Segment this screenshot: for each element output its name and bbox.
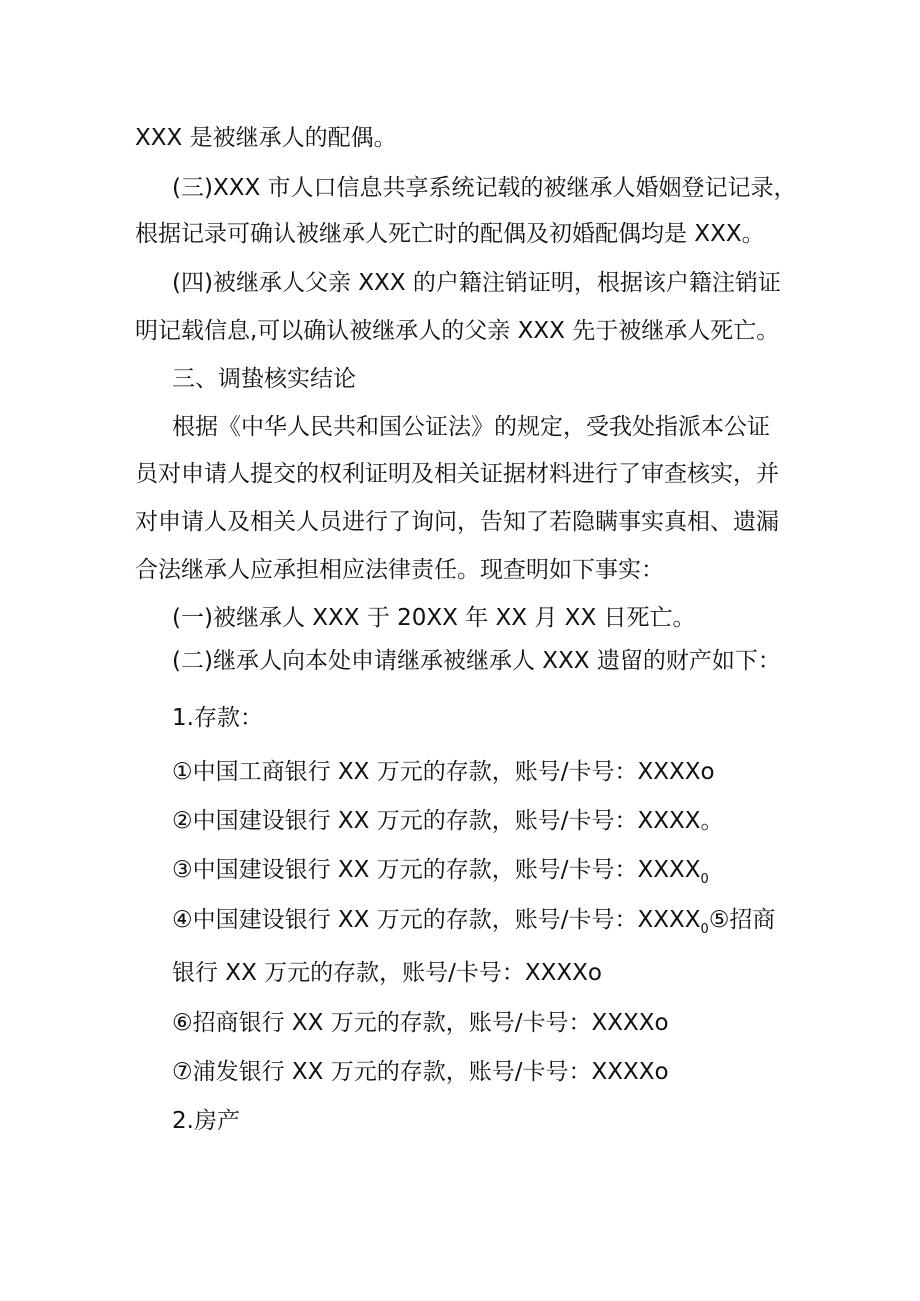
deposit-text: ③中国建设银行 XX 万元的存款，账号/卡号：XXXX (172, 857, 701, 883)
fact-item: (二)继承人向本处申请继承被继承人 XXX 遗留的财产如下： (172, 648, 781, 674)
deposit-item: ①中国工商银行 XX 万元的存款，账号/卡号：XXXXo (172, 759, 715, 785)
subsection-heading: 2.房产 (172, 1108, 240, 1134)
paragraph-line: 对申请人及相关人员进行了询问，告知了若隐瞒事实真相、遗漏 (135, 509, 779, 535)
deposit-item (172, 905, 775, 945)
deposit-item (172, 855, 709, 895)
deposit-item: 银行 XX 万元的存款，账号/卡号：XXXXo (172, 960, 602, 986)
deposit-item: ⑥招商银行 XX 万元的存款，账号/卡号：XXXXo (172, 1010, 669, 1036)
deposit-subscript: 0 (700, 872, 709, 887)
paragraph-line: (四)被继承人父亲 XXX 的户籍注销证明，根据该户籍注销证 (172, 270, 781, 296)
paragraph-line: 明记载信息,可以确认被继承人的父亲 XXX 先于被继承人死亡。 (135, 318, 780, 344)
deposit-item: ⑦浦发银行 XX 万元的存款，账号/卡号：XXXXo (172, 1059, 669, 1085)
section-heading: 三、调蛰核实结论 (172, 366, 356, 392)
paragraph-line: (三)XXX 市人口信息共享系统记载的被继承人婚姻登记记录， (172, 175, 797, 201)
paragraph-line: 根据记录可确认被继承人死亡时的配偶及初婚配偶均是 XXX。 (135, 221, 765, 247)
paragraph-line: 员对申请人提交的权利证明及相关证据材料进行了审查核实，并 (135, 461, 779, 487)
deposit-text: ④中国建设银行 XX 万元的存款，账号/卡号：XXXX (172, 907, 701, 933)
fact-item: (一)被继承人 XXX 于 20XX 年 XX 月 XX 日死亡。 (172, 605, 696, 631)
paragraph-line: 根据《中华人民共和国公证法》的规定，受我处指派本公证 (172, 414, 770, 440)
deposit-item: ②中国建设银行 XX 万元的存款，账号/卡号：XXXX。 (172, 808, 724, 834)
deposit-text: ⑤招商 (708, 907, 776, 933)
deposit-subscript: 0 (700, 922, 709, 937)
paragraph-line: 合法继承人应承担相应法律责任。现查明如下事实： (135, 557, 664, 583)
paragraph-line: XXX 是被继承人的配偶。 (135, 125, 397, 151)
subsection-heading: 1.存款： (172, 705, 263, 731)
